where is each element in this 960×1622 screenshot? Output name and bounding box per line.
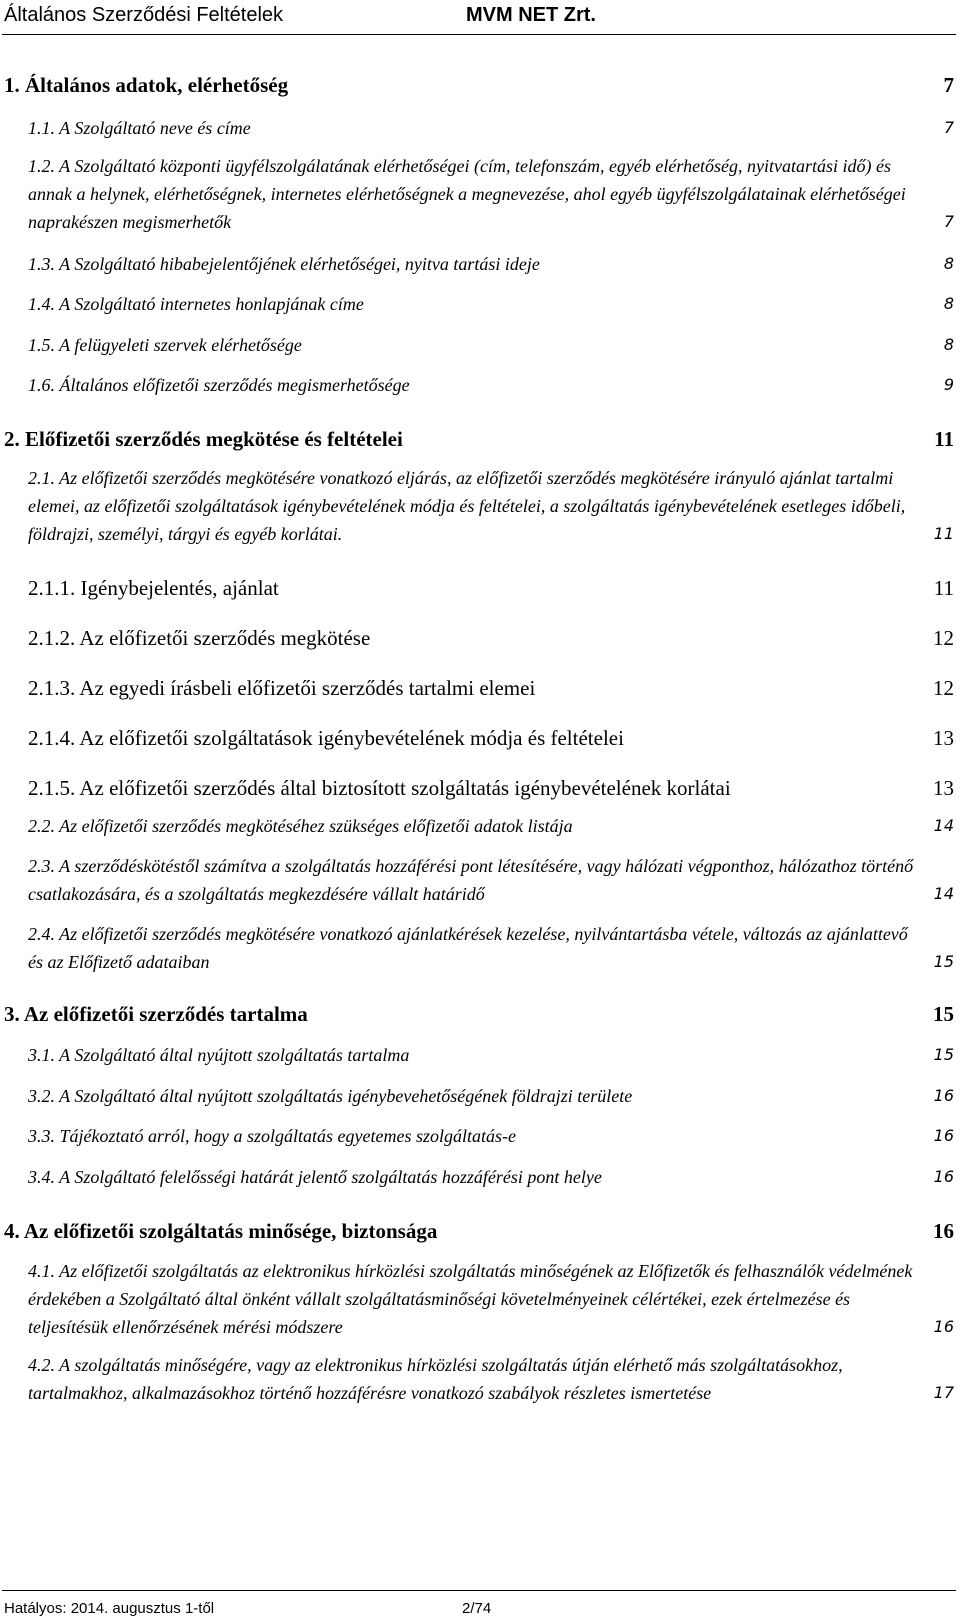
toc-entry-text: 2.1.3. Az egyedi írásbeli előfizetői szerződés tartalmi elemei (28, 676, 536, 700)
toc-entry-text: 1.6. Általános előfizetői szerződés megismerhetősége (28, 375, 410, 395)
toc-entry-page: 8 (943, 335, 954, 354)
toc-entry-text: 4. Az előfizetői szolgáltatás minősége, biztonsága (4, 1219, 438, 1243)
toc-entry-text: 3.2. A Szolgáltató által nyújtott szolgáltatás igénybevehetőségének földrajzi területe (28, 1086, 633, 1106)
footer-divider (2, 1590, 956, 1591)
toc-entry-page: 16 (933, 1167, 954, 1186)
toc-entry-text: 2.4. Az előfizetői szerződés megkötésére vonatkozó ajánlatkérések kezelése, nyilvántartásba vétele, változás az ajánlattevő és az Előfizető adataiban (28, 924, 908, 972)
toc-entry-3[interactable] (4, 1001, 954, 1027)
toc-entry-1-3[interactable] (28, 250, 954, 278)
toc-entry-page: 12 (933, 626, 954, 650)
toc-entry-3-1[interactable] (28, 1041, 954, 1069)
toc-entry-3-4[interactable] (28, 1163, 954, 1191)
toc-entry-1-2[interactable] (28, 152, 954, 236)
toc-entry-text: 1. Általános adatok, elérhetőség (4, 73, 289, 97)
company-name: MVM NET Zrt. (466, 4, 596, 26)
toc-entry-2-1-2[interactable] (28, 625, 954, 651)
toc-entry-1[interactable] (4, 72, 954, 98)
toc-entry-text: 2.1. Az előfizetői szerződés megkötésére vonatkozó eljárás, az előfizetői szerződés megkötésére irányuló ajánlat tartalmi elemei, az előfizetői szolgáltatások igénybevételének módja és feltételei, a szolgáltatás igénybevételének esetleges időbeli, földrajzi, személyi, tárgyi és egyéb korlátai. (28, 468, 906, 544)
toc-entry-3-2[interactable] (28, 1082, 954, 1110)
page-number: 2/74 (462, 1600, 492, 1617)
toc-entry-page: 12 (933, 676, 954, 700)
toc-entry-text: 4.2. A szolgáltatás minőségére, vagy az elektronikus hírközlési szolgáltatás útján elérhető más szolgáltatásokhoz, tartalmakhoz, alkalmazásokhoz történő hozzáférésre vonatkozó szabályok részletes ismertetése (28, 1355, 843, 1403)
toc-entry-3-3[interactable] (28, 1122, 954, 1150)
toc-entry-text: 2.1.5. Az előfizetői szerződés által biztosított szolgáltatás igénybevételének korlátai (28, 776, 731, 800)
toc-entry-1-6[interactable] (28, 371, 954, 399)
toc-entry-text: 2.1.4. Az előfizetői szolgáltatások igénybevételének módja és feltételei (28, 726, 624, 750)
toc-entry-page: 14 (933, 816, 954, 835)
toc-entry-page: 17 (933, 1383, 954, 1402)
toc-entry-1-1[interactable] (28, 114, 954, 142)
effective-date: Hatályos: 2014. augusztus 1-től (4, 1600, 215, 1617)
toc-entry-page: 7 (943, 212, 954, 231)
toc-entry-4-2[interactable] (28, 1351, 954, 1407)
toc-entry-2-1[interactable] (28, 464, 954, 548)
toc-entry-2-2[interactable] (28, 812, 954, 840)
toc-entry-1-4[interactable] (28, 290, 954, 318)
toc-entry-page: 7 (943, 118, 954, 137)
toc-entry-1-5[interactable] (28, 331, 954, 359)
toc-entry-text: 4.1. Az előfizetői szolgáltatás az elektronikus hírközlési szolgáltatás minőségének az Előfizetők és felhasználók védelmének érdekében a Szolgáltató által önként vállalt szolgáltatásminőségi követelményeinek célértékei, ezek értelmezése és teljesítésük ellenőrzésének mérési módszere (28, 1261, 913, 1337)
toc-entry-2-4[interactable] (28, 920, 954, 976)
toc-entry-4-1[interactable] (28, 1257, 954, 1341)
toc-entry-page: 13 (933, 776, 954, 800)
page-footer (0, 1588, 960, 1622)
toc-entry-page: 16 (933, 1126, 954, 1145)
header-divider (2, 34, 956, 35)
toc-entry-page: 15 (933, 1045, 954, 1064)
toc-entry-2-1-3[interactable] (28, 675, 954, 701)
toc-entry-page: 13 (933, 726, 954, 750)
toc-entry-2-1-5[interactable] (28, 775, 954, 801)
toc-entry-2-1-4[interactable] (28, 725, 954, 751)
toc-entry-page: 16 (933, 1086, 954, 1105)
toc-entry-page: 9 (943, 375, 954, 394)
toc-entry-2-3[interactable] (28, 852, 954, 908)
toc-entry-4[interactable] (4, 1218, 954, 1244)
toc-entry-page: 16 (933, 1317, 954, 1336)
toc-entry-text: 2.2. Az előfizetői szerződés megkötéséhez szükséges előfizetői adatok listája (28, 816, 573, 836)
toc-entry-page: 8 (943, 294, 954, 313)
toc-entry-text: 1.3. A Szolgáltató hibabejelentőjének elérhetőségei, nyitva tartási ideje (28, 254, 540, 274)
toc-entry-text: 1.5. A felügyeleti szervek elérhetősége (28, 335, 302, 355)
toc-entry-text: 2.3. A szerződéskötéstől számítva a szolgáltatás hozzáférési pont létesítésére, vagy hálózati végponthoz, hálózathoz történő csatlakozására, és a szolgáltatás megkezdésére vállalt határidő (28, 856, 914, 904)
toc-entry-page: 7 (943, 73, 954, 97)
toc-entry-page: 15 (933, 952, 954, 971)
document-title: Általános Szerződési Feltételek (4, 4, 284, 26)
toc-entry-text: 3.3. Tájékoztató arról, hogy a szolgáltatás egyetemes szolgáltatás-e (28, 1126, 516, 1146)
toc-entry-2[interactable] (4, 426, 954, 452)
toc-entry-page: 11 (934, 427, 954, 451)
toc-entry-text: 3.4. A Szolgáltató felelősségi határát jelentő szolgáltatás hozzáférési pont helye (28, 1167, 602, 1187)
toc-entry-text: 3. Az előfizetői szerződés tartalma (4, 1002, 308, 1026)
toc-entry-text: 3.1. A Szolgáltató által nyújtott szolgáltatás tartalma (28, 1045, 410, 1065)
toc-entry-2-1-1[interactable] (28, 575, 954, 601)
toc-entry-page: 16 (933, 1219, 954, 1243)
toc-entry-text: 1.1. A Szolgáltató neve és címe (28, 118, 251, 138)
toc-entry-page: 15 (933, 1002, 954, 1026)
page-header (0, 0, 960, 40)
toc-entry-page: 11 (933, 524, 954, 543)
toc-entry-text: 2. Előfizetői szerződés megkötése és feltételei (4, 427, 403, 451)
toc-entry-text: 2.1.1. Igénybejelentés, ajánlat (28, 576, 279, 600)
toc-entry-text: 2.1.2. Az előfizetői szerződés megkötése (28, 626, 371, 650)
toc-entry-text: 1.4. A Szolgáltató internetes honlapjának címe (28, 294, 364, 314)
toc-entry-page: 11 (933, 576, 954, 600)
toc-entry-page: 14 (933, 884, 954, 903)
toc-entry-text: 1.2. A Szolgáltató központi ügyfélszolgálatának elérhetőségei (cím, telefonszám, egyéb elérhetőség, nyitvatartási idő) és annak a helynek, elérhetőségnek, internetes elérhetőségnek a megnevezése, ahol egyéb ügyfélszolgálatainak elérhetőségei naprakészen megismerhetők (28, 156, 906, 232)
toc-entry-page: 8 (943, 254, 954, 273)
